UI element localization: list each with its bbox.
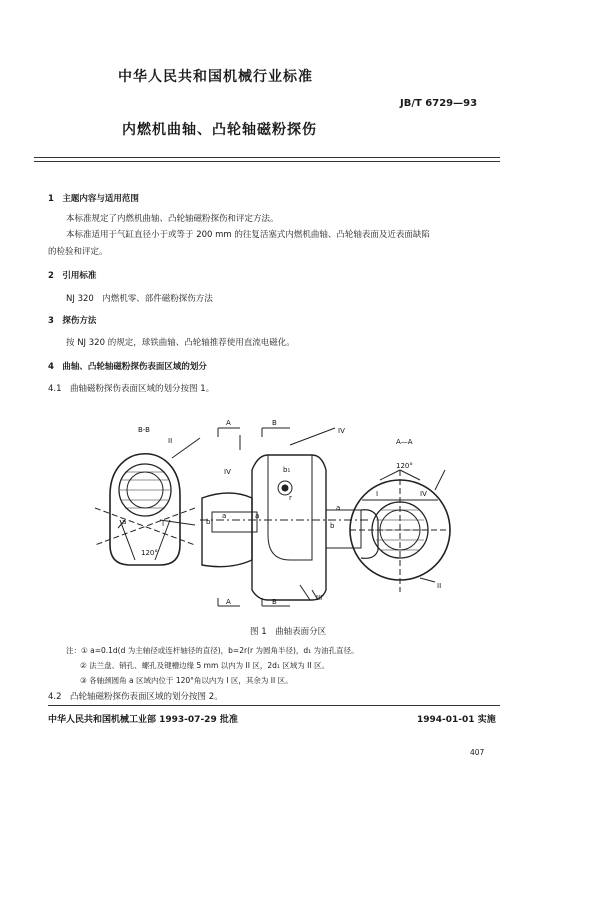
label-a-right: a [336, 504, 341, 512]
label-b-bottom: B [272, 598, 277, 606]
label-iv-right: IV [338, 427, 345, 435]
section-1-heading: 1 主题内容与适用范围 [48, 194, 139, 204]
label-ii-left: II [168, 437, 173, 445]
approval-line: 中华人民共和国机械工业部 1993-07-29 批准 [48, 715, 238, 725]
section-1-para-2b: 的检验和评定。 [48, 247, 108, 257]
section-2-heading: 2 引用标准 [48, 271, 97, 281]
label-b-top: B [272, 419, 277, 427]
document-title: 内燃机曲轴、凸轮轴磁粉探伤 [122, 122, 317, 138]
label-i-left: I [162, 520, 165, 528]
standard-number: JB/T 6729—93 [400, 98, 478, 109]
label-i-right: I [376, 490, 379, 498]
section-3-heading: 3 探伤方法 [48, 316, 97, 326]
label-a-mid2: a [255, 512, 260, 520]
label-a-top: A [226, 419, 231, 427]
effective-date: 1994-01-01 实施 [417, 715, 496, 725]
label-iv-left: IV [224, 468, 231, 476]
footer-rule [48, 705, 500, 706]
label-a-left: a [122, 518, 127, 526]
label-ii-right: II [437, 582, 442, 590]
label-iii: III [316, 594, 323, 602]
label-iv-right2: IV [420, 490, 427, 498]
figure-caption: 图 1 曲轴表面分区 [250, 627, 327, 637]
note-2: ② 法兰盘、销孔、螺孔及键槽边缘 5 mm 以内为 II 区，2d₁ 区域为 II 区。 [80, 661, 329, 670]
label-a-bottom: A [226, 598, 231, 606]
label-bb: B-B [138, 426, 150, 434]
section-3-para-1: 按 NJ 320 的规定，球铁曲轴、凸轮轴推荐使用直流电磁化。 [66, 338, 295, 348]
section-4-1: 4.1 曲轴磁粉探伤表面区域的划分按图 1。 [48, 384, 215, 394]
section-1-para-1: 本标准规定了内燃机曲轴、凸轮轴磁粉探伤和评定方法。 [66, 214, 279, 224]
label-b-right: b [330, 522, 335, 530]
issuing-body: 中华人民共和国机械行业标准 [118, 69, 313, 85]
label-b1: b₁ [283, 466, 291, 474]
section-2-para-1: NJ 320 内燃机零、部件磁粉探伤方法 [66, 294, 213, 304]
label-b-mid: b [206, 518, 211, 526]
label-r: r [289, 494, 292, 502]
section-4-heading: 4 曲轴、凸轮轴磁粉探伤表面区域的划分 [48, 362, 207, 372]
section-1-para-2a: 本标准适用于气缸直径小于或等于 200 mm 的往复活塞式内燃机曲轴、凸轮轴表面及近表面缺陷 [66, 230, 430, 240]
section-4-2: 4.2 凸轮轴磁粉探伤表面区域的划分按图 2。 [48, 692, 223, 702]
label-120-right: 120° [396, 462, 413, 470]
label-aa: A—A [396, 438, 413, 446]
label-a-mid: a [222, 512, 227, 520]
page-number: 407 [470, 748, 485, 757]
label-120-left: 120° [141, 549, 158, 557]
note-1: 注：① a=0.1d(d 为主轴径或连杆轴径的直径)，b=2r(r 为圆角半径)，d₁ 为油孔直径。 [66, 646, 359, 655]
note-3: ③ 各轴颈圆角 a 区域内位于 120°角以内为 I 区，其余为 II 区。 [80, 676, 293, 685]
